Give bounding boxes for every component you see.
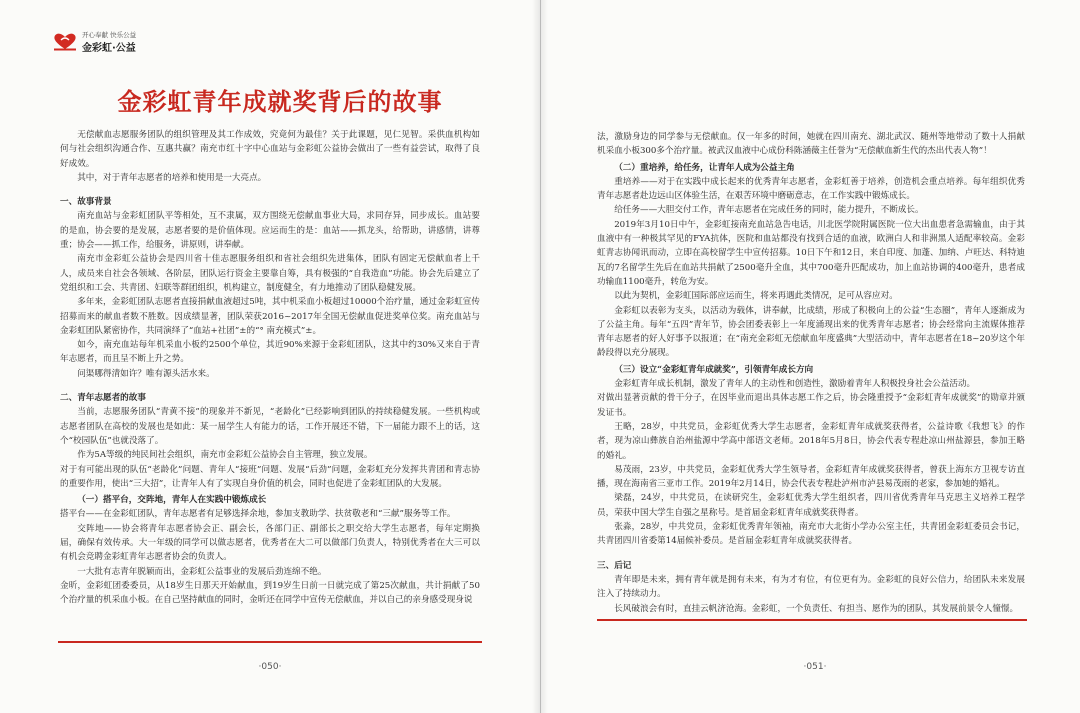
- article-title: 金彩虹青年成就奖背后的故事: [117, 87, 443, 116]
- section-heading: （二）重培养，给任务，让青年人成为公益主角: [614, 162, 795, 173]
- paragraph: 多年来，金彩虹团队志愿者直接捐献血液超过5吨，其中机采血小板超过10000个治疗量，通过金彩虹宣传招募而来的献血者数不胜数。因成绩显著，团队荣获2016~2017年全国无偿献血促进奖单位奖。南充血站与金彩虹团队紧密协作，共同演绎了“血站+社团”±的“° 南充模式”±。: [60, 297, 480, 336]
- paragraph: 南充市金彩虹公益协会是四川省十佳志愿服务组织和省社会组织先进集体，团队有固定无偿献血者上千人，成员来自社会各领域、各阶层，团队运行资金主要靠自筹，具有极强的“自我造血”功能。协会先后建立了党组织和工会、共青团、妇联等群团组织，机构建立，制度健全，有力地推动了团队稳健发展。: [60, 254, 480, 293]
- paragraph: 其中，对于青年志愿者的培养和使用是一大亮点。: [77, 172, 267, 183]
- section-heading: （三）设立“金彩虹青年成就奖”，引领青年成长方向: [614, 364, 814, 375]
- publication-logo: [52, 30, 172, 52]
- section-heading: 一、故事背景: [60, 197, 112, 208]
- page-number-right: ·051·: [803, 662, 827, 672]
- paragraph: 法，激励身边的同学参与无偿献血。仅一年多的时间，她就在四川南充、湖北武汉、随州等地带动了数十人捐献机采血小板300多个治疗量。被武汉血液中心成份科陈涵薇主任誉为“无偿献血新生代的杰出代表人物”！: [597, 132, 1025, 157]
- paragraph: 南充血站与金彩虹团队平等相处，互不隶属，双方围绕无偿献血事业大局，求同存异，同步成长。血站要的是血，协会要的是发展，志愿者要的是价值体现。应运而生的是：血站——抓龙头，给帮助，讲感情，讲尊重；协会——抓工作，给服务，讲原则，讲奉献。: [60, 211, 480, 251]
- paragraph: 如今，南充血站每年机采血小板约2500个单位，其近90%来源于金彩虹团队，这其中约30%又来自于青年志愿者，而且呈不断上升之势。: [60, 340, 480, 365]
- paragraph: 给任务——大胆交付工作，青年志愿者在完成任务的同时，能力提升，不断成长。: [614, 205, 924, 216]
- paragraph: 张淼，28岁，中共党员，金彩虹优秀青年领袖，南充市大北街小学办公室主任，共青团金彩虹委员会书记，共青团四川省委第14届候补委员。是首届金彩虹青年成就奖获得者。: [597, 522, 1025, 547]
- paragraph: 长风破浪会有时，直挂云帆济沧海。金彩虹，一个负责任、有担当、愿作为的团队，其发展前景令人憧憬。: [614, 603, 1019, 614]
- paragraph: 一大批有志青年脱颖而出，金彩虹公益事业的发展后劲连绵不绝。: [77, 566, 327, 577]
- footer-rule: [597, 619, 1027, 621]
- paragraph: 对做出显著贡献的骨干分子，在因毕业而退出具体志愿工作之后，协会隆重授予“金彩虹青年成就奖”的勋章并颁发证书。: [597, 393, 1025, 418]
- page-number-left: ·050·: [258, 662, 282, 672]
- paragraph: 金彩虹青年成长机制，激发了青年人的主动性和创造性，激励着青年人积极投身社会公益活动。: [614, 379, 976, 390]
- footer-rule: [58, 641, 482, 643]
- right-page: [540, 0, 1080, 713]
- logo-name: 金彩虹·公益: [82, 43, 136, 54]
- paragraph: 易茂雨，23岁，中共党员，金彩虹优秀大学生领导者，金彩虹青年成就奖获得者，曾获上海东方卫视专访直播，现在海南省三亚市工作。2019年2月14日，协会代表专程赴泸州市泸县易茂雨的老家，参加她的婚礼。: [597, 464, 1025, 490]
- logo-slogan: 开心奉献 快乐公益: [82, 31, 137, 39]
- paragraph: 无偿献血志愿服务团队的组织管理及其工作成效，究竟何为最佳？关于此课题，见仁见智。采供血机构如何与社会组织沟通合作、互惠共赢？南充市红十字中心血站与金彩虹公益协会做出了一些有益尝试，取得了良好成效。: [60, 130, 480, 169]
- paragraph: 2019年3月10日中午，金彩虹接南充血站急告电话，川北医学院附属医院一位大出血患者急需输血，由于其血液中有一种极其罕见的FYA抗体，医院和血站都没有找到合适的血液，欧洲白人和非洲黑人适配率较高。金彩虹青志协闻讯而动，立即在高校留学生中宣传招募。10日下午和12日，来自印度、加蓬、加纳、卢旺达、科特迪瓦的7名留学生先后在血站共捐献了2500毫升全血，其中700毫升匹配成功，加上血站协调的400毫升，患者成功输血1100毫升，转危为安。: [597, 219, 1025, 287]
- paragraph: 青年即是未来，拥有青年就是拥有未来，有为才有位，有位更有为。金彩虹的良好公信力，给团队未来发展注入了持续动力。: [597, 574, 1025, 600]
- paragraph: 以此为契机，金彩虹国际部应运而生，将来再遇此类情况，足可从容应对。: [614, 291, 898, 302]
- paragraph: 对于有可能出现的队伍“老龄化”问题、青年人“接班”问题、发展“后劲”问题，金彩虹充分发挥共青团和青志协的重要作用，使出“三大招”，让青年人有了实现自身价值的机会，同时也促进了金彩虹团队的大发展。: [60, 464, 480, 489]
- paragraph: 交阵地——协会将青年志愿者协会正、副会长，各部门正、副部长之职交给大学生志愿者，每年定期换届，确保有效传承。大一年级的同学可以做志愿者，优秀者在大二可以做部门负责人，特别优秀者在大三可以有机会竞聘金彩虹青年志愿者协会的负责人。: [60, 523, 480, 563]
- left-column-text: [60, 128, 480, 608]
- paragraph: 当前，志愿服务团队“青黄不接”的现象并不新见，“老龄化”已经影响到团队的持续稳健发展。一些机构或志愿者团队在高校的发展也是如此：某一届学生人有能力的话，工作开展还不错，下一届能力跟不上的话，这个“校园队伍”也就没落了。: [60, 407, 480, 446]
- rainbow-heart-icon: [52, 31, 78, 51]
- page-gutter: [532, 0, 548, 713]
- paragraph: 梁磊，24岁，中共党员，在读研究生，金彩虹优秀大学生组织者，四川省优秀青年马克思主义培养工程学员，荣获中国大学生自强之星称号。是首届金彩虹青年成就奖获得者。: [597, 493, 1025, 518]
- section-heading: 二、青年志愿者的故事: [60, 393, 146, 404]
- paragraph: 王略，28岁，中共党员，金彩虹优秀大学生志愿者，金彩虹青年成就奖获得者，公益诗歌《我想飞》的作者，现为凉山彝族自治州盐源中学高中部语文老师。2018年5月8日，协会代表专程赴凉山州盐源县，参加王略的婚礼。: [597, 421, 1025, 461]
- section-heading: （一）搭平台，交阵地，青年人在实践中锻炼成长: [77, 495, 267, 506]
- right-column-text: [597, 130, 1025, 616]
- paragraph: 重培养——对于在实践中成长起来的优秀青年志愿者，金彩虹善于培养，创造机会重点培养。每年组织优秀青年志愿者赴边远山区体验生活，在艰苦环境中磨砺意志，在工作实践中锻炼成长。: [597, 176, 1025, 202]
- paragraph: 搭平台——在金彩虹团队，青年志愿者有足够选择余地，参加支教助学、扶贫敬老和“三献”服务等工作。: [60, 509, 456, 520]
- paragraph: 作为5A等级的纯民间社会组织，南充市金彩虹公益协会自主管理，独立发展。: [77, 450, 373, 461]
- paragraph: 问渠哪得清如许？唯有源头活水来。: [77, 368, 215, 379]
- paragraph: 金彩虹以表彰为支头，以活动为载体，讲奉献，比成绩，形成了积极向上的公益“生态圈”，青年人逐渐成为了公益主角。每年“五四”青年节，协会团委表彰上一年度涌现出来的优秀青年志愿者；协会经常向主流媒体推荐青年志愿者的好人好事予以报道；在“南充金彩虹无偿献血年度盛典”大型活动中，青年志愿者在18~20岁这个年龄段得以充分展现。: [597, 305, 1025, 359]
- paragraph: 金昕，金彩虹团委委员，从18岁生日那天开始献血，到19岁生日前一日就完成了第25次献血，共计捐献了50个治疗量的机采血小板。在自己坚持献血的同时，金昕还在同学中宣传无偿献血，并以自己的亲身感受现身说: [60, 580, 480, 606]
- section-heading: 三、后记: [597, 560, 632, 571]
